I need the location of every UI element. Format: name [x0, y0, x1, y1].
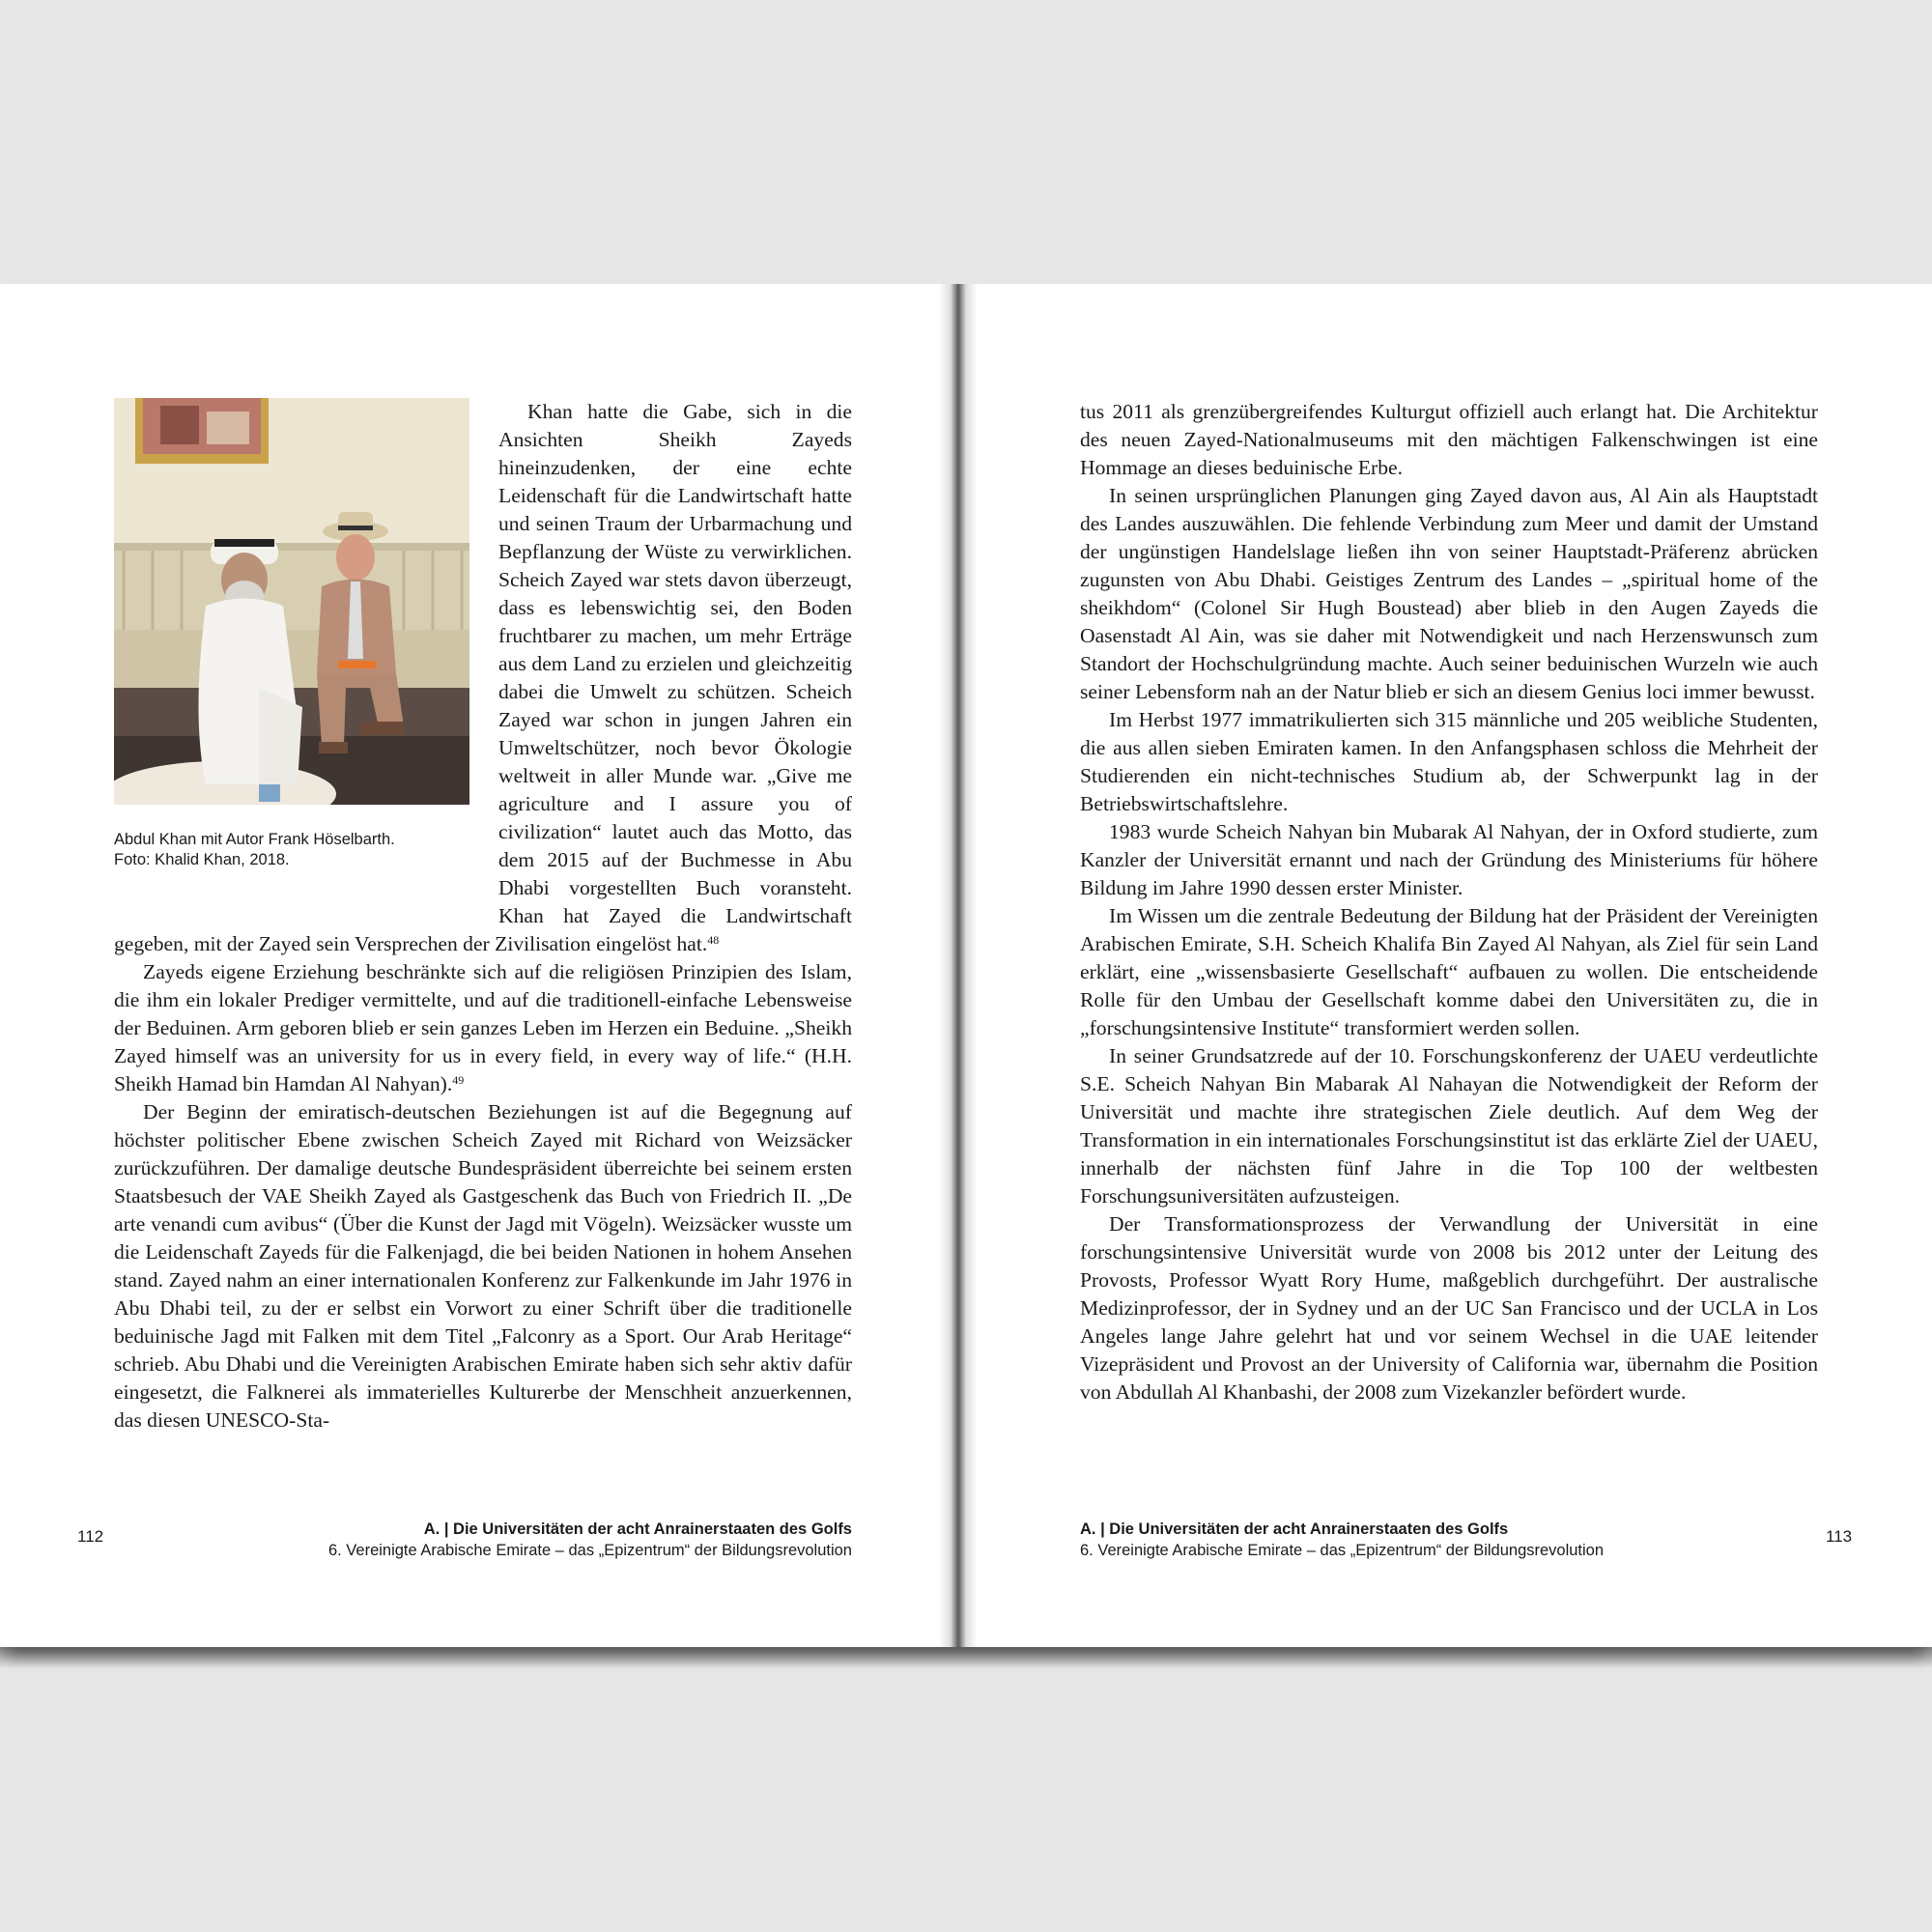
caption-line-2: Foto: Khalid Khan, 2018. [114, 851, 290, 868]
book-spread [0, 284, 1932, 1647]
paragraph: Der Transformationsprozess der Verwandlung der Universität in eine forschungsintensive Universität wurde von 2008 bis 2012 unter der Leitung des Provosts, Professor Wyatt Rory Hume, maßgeblich durchgeführt. Der australische Medizinprofessor, der in Sydney und an der UC San Francisco und der UCLA in Los Angeles lange Jahre gelehrt hat und vor seinem Wechsel in die UAE leitender Vizepräsident und Provost an der University of California war, übernahm die Position von Abdullah Al Khanbashi, der 2008 zum Vizekanzler befördert wurde. [1080, 1212, 1818, 1404]
paragraph: Der Beginn der emiratisch-deutschen Beziehungen ist auf die Begegnung auf höchster politischer Ebene zwischen Scheich Zayed mit Richard von Weizsäcker zurückzuführen. Der damalige deutsche Bundespräsident überreichte bei seinem ersten Staatsbesuch der VAE Sheikh Zayed als Gastgeschenk das Buch von Friedrich II. „De arte venandi cum avibus“ (Über die Kunst der Jagd mit Vögeln). Weizsäcker wusste um die Leidenschaft Zayeds für die Falkenjagd, die bei beiden Nationen in hohem Ansehen stand. Zayed nahm an einer internationalen Konferenz zur Falkenkunde im Jahr 1976 in Abu Dhabi teil, zu der er selbst ein Vorwort zu einer Schrift über die traditionelle beduinische Jagd mit Falken mit dem Titel „Falconry as a Sport. Our Arab Heritage“ schrieb. Abu Dhabi und die Vereinigten Arabischen Emirate haben sich sehr aktiv dafür eingesetzt, die Falknerei als immaterielles Kulturerbe der Menschheit anzuerkennen, das diesen UNESCO-Sta- [114, 1100, 852, 1432]
right-page-text [1080, 398, 1818, 1406]
paragraph: In seiner Grundsatzrede auf der 10. Forschungskonferenz der UAEU verdeutlichte S.E. Scheich Nahyan Bin Mabarak Al Nahayan die Notwendigkeit der Reform der Universität und machte ihre strategischen Ziele deutlich. Auf dem Weg der Transformation in ein internationales Forschungsinstitut ist das erklärte Ziel der UAEU, innerhalb der nächsten fünf Jahre in die Top 100 der weltbesten Forschungsuniversitäten aufzusteigen. [1080, 1044, 1818, 1208]
left-page-text [114, 398, 852, 1435]
paragraph: Im Wissen um die zentrale Bedeutung der Bildung hat der Präsident der Vereinigten Arabischen Emirate, S.H. Scheich Khalifa Bin Zayed Al Nahyan, als Ziel für sein Land erklärt, eine „wissensbasierte Gesellschaft“ aufbauen zu wollen. Die entscheidende Rolle für den Umbau der Gesellschaft komme dabei den Universitäten zu, die in „forschungsintensive Institute“ transformiert werden sollen. [1080, 904, 1818, 1039]
footnote-ref: 48 [707, 933, 720, 947]
footnote-ref: 49 [452, 1073, 465, 1087]
footer-section: 6. Vereinigte Arabische Emirate – das „Epizentrum“ der Bildungsrevolution [327, 1542, 852, 1559]
footer-chapter: A. | Die Universitäten der acht Anrainerstaaten des Golfs [423, 1520, 852, 1538]
paragraph: In seinen ursprünglichen Planungen ging Zayed davon aus, Al Ain als Hauptstadt des Landes auszuwählen. Die fehlende Verbindung zum Meer und damit der Umstand der ungünstigen Handelslage ließen ihn von seiner Hauptstadt-Präferenz abrücken zugunsten von Abu Dhabi. Geistiges Zentrum des Landes – „spiritual home of the sheikhdom“ (Colonel Sir Hugh Boustead) aber blieb in den Augen Zayeds die Oasenstadt Al Ain, was sie daher mit Notwendigkeit und nach Herzenswunsch zum Standort der Hochschulgründung machte. Auch seiner beduinischen Wurzeln wie auch seiner Lebensform nah an der Natur blieb er sich an diesem Genius loci immer bewusst. [1080, 484, 1818, 703]
paragraph: Khan hatte die Gabe, sich in die Ansichten Sheikh Zayeds hineinzudenken, der eine echte Leidenschaft für die Landwirtschaft hatte und seinen Traum der Urbarmachung und Bepflanzung der Wüste zu verwirklichen. Scheich Zayed war stets davon überzeugt, dass es lebenswichtig sei, den Boden fruchtbarer zu machen, um mehr Erträge aus dem Land zu erzielen und gleichzeitig dabei die Umwelt zu schützen. Scheich Zayed war schon in jungen Jahren ein Umweltschützer, noch bevor Ökologie weltweit in aller Munde war. „Give me agriculture and I assure you of civilization“ lautet auch das Motto, das dem 2015 auf der Buchmesse in Abu Dhabi vorgestellten Buch voransteht. Khan hat Zayed die Landwirtschaft gegeben, mit der Zayed sein Versprechen der Zivilisation eingelöst hat.$^{48}$ [114, 400, 852, 955]
page-number-right: 113 [1826, 1527, 1853, 1546]
footer-section: 6. Vereinigte Arabische Emirate – das „Epizentrum“ der Bildungsrevolution [1080, 1542, 1605, 1559]
paragraph: Im Herbst 1977 immatrikulierten sich 315 männliche und 205 weibliche Studenten, die aus allen sieben Emiraten kamen. In den Anfangsphasen schloss die Mehrheit der Studierenden ein nicht-technisches Studium ab, der Schwerpunkt lag in der Betriebswirtschaftslehre. [1080, 708, 1818, 815]
caption-line-1: Abdul Khan mit Autor Frank Höselbarth. [114, 831, 395, 848]
paragraph: Zayeds eigene Erziehung beschränkte sich auf die religiösen Prinzipien des Islam, die ihm ein lokaler Prediger vermittelte, und auf die traditionell-einfache Lebensweise der Beduinen. Arm geboren blieb er sein ganzes Leben im Herzen ein Beduine. „Sheikh Zayed himself was an university for us in every field, in every way of life.“ (H.H. Sheikh Hamad bin Hamdan Al Nahyan).$^{49}$ [114, 960, 852, 1095]
book-gutter [939, 284, 978, 1647]
running-footer-right [1080, 1519, 1604, 1561]
running-footer-left [328, 1519, 852, 1561]
paragraph: 1983 wurde Scheich Nahyan bin Mubarak Al Nahyan, der in Oxford studierte, zum Kanzler der Universität ernannt und nach der Gründung des Ministeriums für höhere Bildung im Jahre 1990 dessen erster Minister. [1080, 820, 1818, 899]
page-number-left: 112 [77, 1527, 104, 1546]
paragraph: tus 2011 als grenzübergreifendes Kulturgut offiziell auch erlangt hat. Die Architektur des neuen Zayed-Nationalmuseums mit den mächtigen Falkenschwingen ist eine Hommage an dieses beduinische Erbe. [1080, 400, 1818, 479]
page-edge-shadow [0, 1647, 1932, 1668]
footer-chapter: A. | Die Universitäten der acht Anrainerstaaten des Golfs [1080, 1520, 1509, 1538]
photo-float-spacer [114, 398, 498, 916]
